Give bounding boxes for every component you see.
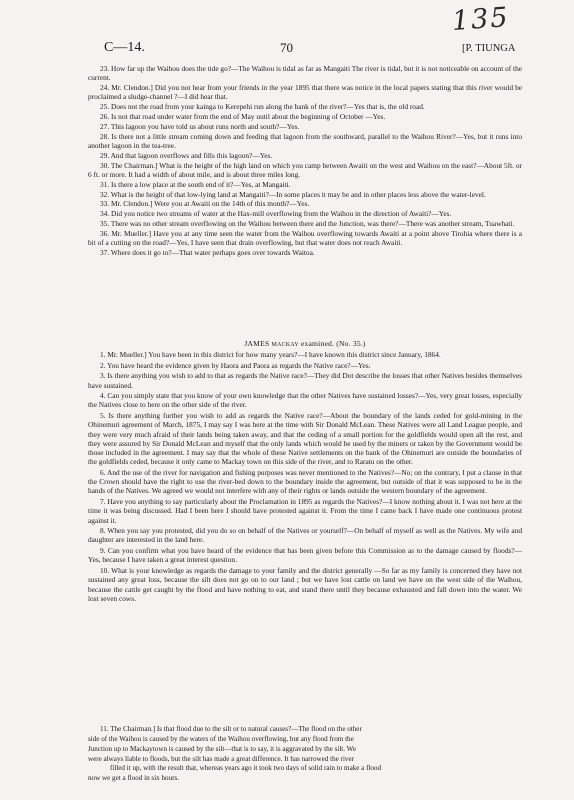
testimony-block-3 <box>88 725 522 783</box>
testimony-paragraph: 23. How far up the Waihou does the tide go?—The Waihou is tidal as far as Mangaiti The river is tidal, but it is not noticeable on account of the current. <box>88 64 522 83</box>
testimony-line: were always liable to floods, but the silt has made a great difference. It has narrowed the river <box>88 754 354 763</box>
handwritten-page-number: 135 <box>450 2 511 37</box>
testimony-paragraph: 31. Is there a low place at the south end of it?—Yes, at Mangaiti. <box>100 179 291 189</box>
testimony-paragraph: 2. You have heard the evidence given by Haora and Paora as regards the Native race?—Yes. <box>100 360 371 370</box>
testimony-paragraph: 35. There was no other stream overflowing on the Waihou between there and the Junction, was there?—There was another stream, Tuawhati. <box>100 219 515 229</box>
testimony-paragraph: 37. Where does it go to?—That water perhaps goes over towards Waitoa. <box>100 248 315 258</box>
testimony-paragraph: 25. Does not the road from your kainga to Kerepehi run along the bank of the river?—Yes that is, the old road. <box>100 102 425 112</box>
testimony-paragraph: 30. The Chairman.] What is the height of the high land on which you camp between Awaiti on the west and Waihou on the east?—About 5ft. or 6 ft. or more. It had a width of about mile, and is about three miles long. <box>88 160 522 179</box>
testimony-paragraph: 34. Did you notice two streams of water at the Hax-mill overflowing from the Waihou in the direction of Awaiti?—Yes. <box>100 209 452 219</box>
page-number: 70 <box>280 40 293 55</box>
testimony-block-1 <box>88 64 522 257</box>
testimony-paragraph: 24. Mr. Clendon.] Did you not hear from your friends in the year 1895 that there was notice in the local papers stating that this river would be proclaimed a sludge-channel ?—I did hear that. <box>88 83 522 102</box>
testimony-paragraph: 8. When you say you protested, did you do so on behalf of the Natives or yourself?—On behalf of myself as well as the Natives. My wife and daughter are interested in the land here. <box>88 526 522 545</box>
testimony-paragraph: 3. Is there anything you wish to add to that as regards the Native race?—They did Dot describe the losses that other Natives besides themselves have sustained. <box>88 371 522 390</box>
testimony-paragraph: 1. Mr. Mueller.] You have been in this district for how many years?—I have known this district since January, 1864. <box>100 350 441 359</box>
testimony-paragraph: 33. Mr. Clendon.] Were you at Awaiti on the 14th of this month?—Yes. <box>100 199 310 209</box>
testimony-paragraph: 36. Mr. Mueller.] Have you at any time seen the water from the Waihou overflowing towards Awaiti at a point above Tirohia where there is a bit of a cutting on the road?—Yes, I have seen that drain overflowing, but that water does not reach Awaiti. <box>88 228 522 248</box>
testimony-line: filled it up, with the result that, whereas years ago it took two days of solid rain to make a flood <box>110 764 382 773</box>
testimony-block-2 <box>88 350 522 603</box>
testimony-paragraph: 32. What is the height of that low-lying land at Mangaiti?—In some places it may be and in other places less above the water-level. <box>100 189 486 199</box>
testimony-paragraph: 26. Is not that road under water from the end of May uutil about the beginning of October —Yes. <box>100 112 386 122</box>
witness-last-name: MACKAY <box>271 342 299 348</box>
testimony-paragraph: 10. What is your knowledge as regards the damage to your family and the district generally —So far as my family is concerned they have not sustained any great loss, because the silt does not go on to our land ; but we have lost cattle on land we have on the west side of the Waihou, because the cattle get caught by the flood and have nothing to eat, and stand there until they because exhausted and fall down into the water. We lost seven cows. <box>88 566 522 603</box>
document-reference: C—14. <box>104 40 145 55</box>
testimony-paragraph: 7. Have you anything to say particularly about the Proclamation in 1895 as regards the Natives?—I know nothing about it. I was not here at the time it was being discussed. Had I been here I should have protested against it. From the time I came back I have made one continuous protest against it. <box>88 497 522 525</box>
testimony-line: Junction up to Mackaytown is caused by the silt—that is to say, it is aggravated by the silt. We <box>88 744 356 753</box>
testimony-paragraph: 28. Is there not a little stream coming down and feeding that lagoon from the southward, parallel to the Waihou River?—Yes, but it runs into another lagoon in the tea-tree. <box>88 131 522 150</box>
witness-heading <box>88 339 522 348</box>
testimony-paragraph: 29. And that lagoon overflows and fills this lagoon?—Yes. <box>100 150 273 160</box>
testimony-line: now we get a flood in six hours. <box>88 774 180 783</box>
testimony-paragraph: 5. Is there anything further you wish to add as regards the Native race?—About the boundary of the lands ceded for gold-mining in the Ohinemuri agreement of March, 1875, I may say I was here at the time with Sir Donald McLean. These Natives were all Land League people, and they were very much afraid of their lands being taken away, and that the ceding of a small portion for the goldfields would open all the rest, and they were assured by Sir Donald McLean and myself that the only lands which would be used by the miners or taken by the Government would be those included in the agreement. I may say that the whole of these Native settlements on the bank of the Ohinemuri are outside the boundaries of the goldfields ceded, because it only came to Mackay town on this side of the river, and to Raratu on the other. <box>88 411 522 467</box>
testimony-paragraph: 6. And the use of the river for navigation and fishing purposes was never mentioned to the Natives?—No; on the contrary, I put a clause in that the Crown should have the right to use the river-bed down to the boundary inside the agreement, but outside of that it was supposed to be in the hands of the Natives. We agreed we would not interfere with any of their rights or lands outside the western boundary of the agreement. <box>88 467 522 496</box>
testimony-line: 11. The Chairman.] Is that flood due to the silt or to natural causes?—The flood on the other <box>100 725 362 733</box>
testimony-paragraph: 9. Can you confirm what you have heard of the evidence that has been given before this Commission as to the damage caused by floods?—Yes, because I have taken a great interest question. <box>88 546 522 565</box>
running-head: [P. TIUNGA <box>462 43 516 54</box>
witness-heading-suffix: examined. (No. 35.) <box>300 339 366 348</box>
testimony-paragraph: 27. This lagoon you have told us about runs north and south?—Yes. <box>100 121 300 131</box>
witness-first-name: JAMES <box>244 339 270 348</box>
testimony-paragraph: 4. Can you simply state that you know of your own knowledge that the other Natives have sustained losses?—Yes, very great losses, especially the Natives close to here on the other side of the river. <box>88 391 522 410</box>
testimony-line: side of the Waihou is caused by the waters of the Waihou overflowing, but any flood from the <box>88 734 354 743</box>
